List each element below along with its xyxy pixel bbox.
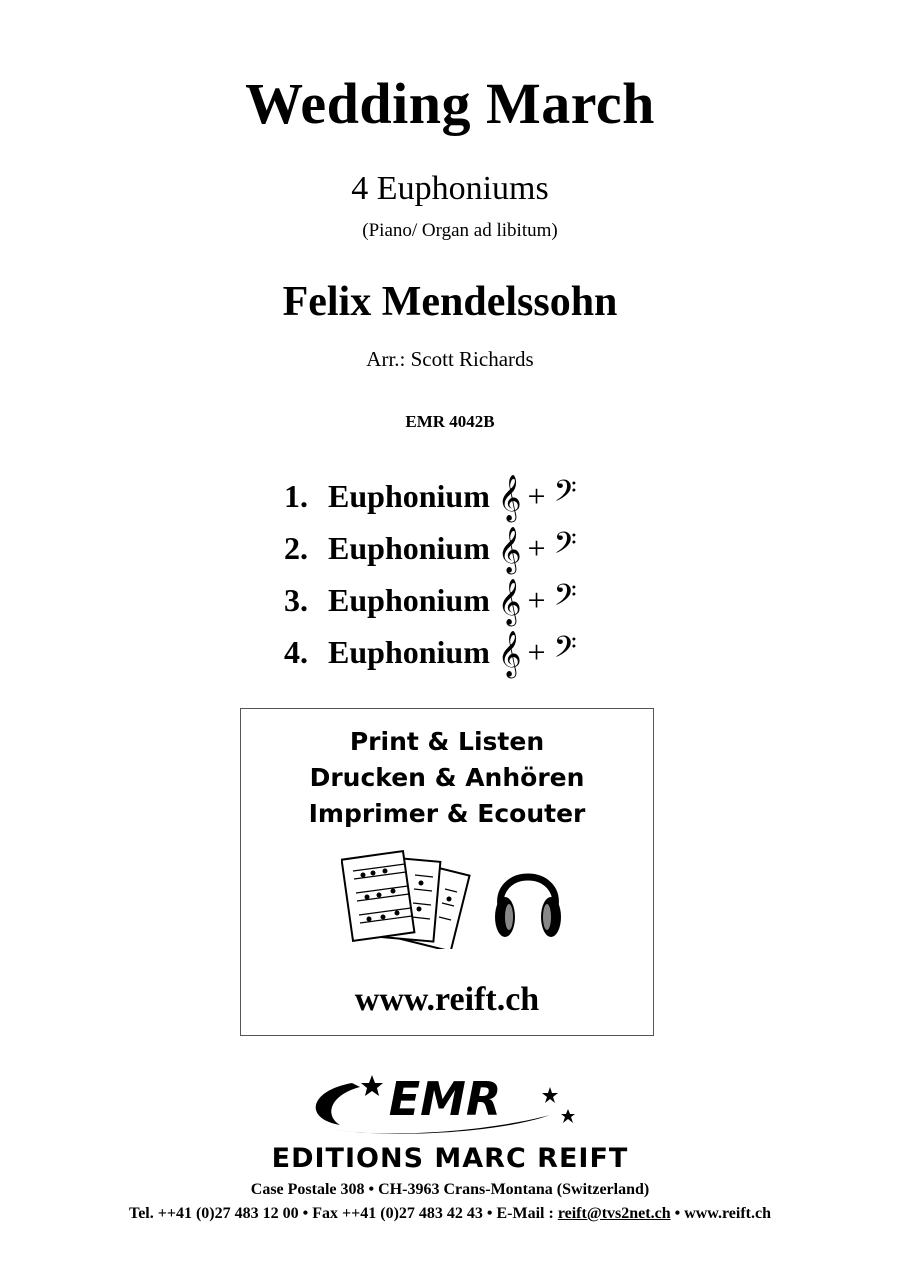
contact-email-link[interactable]: reift@tvs2net.ch	[557, 1205, 671, 1222]
plus-sign: +	[527, 477, 546, 514]
catalog-number: EMR 4042B	[405, 412, 495, 431]
part-number: 2.	[284, 529, 308, 566]
plus-sign: +	[527, 633, 546, 670]
part-name: Euphonium	[328, 633, 490, 670]
bass-clef-icon: 𝄢	[553, 579, 577, 620]
publisher-address: Case Postale 308 • CH-3963 Crans-Montana (Switzerland)	[250, 1181, 650, 1198]
contact-website: • www.reift.ch	[670, 1205, 771, 1222]
treble-clef-icon: 𝄞	[497, 527, 522, 573]
composer: Felix Mendelssohn	[282, 279, 618, 325]
publisher-name: EDITIONS MARC REIFT	[271, 1143, 629, 1174]
emr-logo-text: EMR	[388, 1073, 502, 1126]
part-item	[284, 522, 577, 574]
print-and-listen-box	[240, 708, 654, 1036]
part-number: 3.	[284, 581, 308, 618]
treble-clef-icon: 𝄞	[497, 579, 522, 625]
bass-clef-icon: 𝄢	[553, 475, 577, 516]
treble-clef-icon: 𝄞	[497, 631, 522, 677]
publisher-contact	[0, 1205, 900, 1223]
contact-phone-fax: Tel. ++41 (0)27 483 12 00 • Fax ++41 (0)27 483 42 43 • E-Mail :	[128, 1205, 558, 1222]
part-item	[284, 626, 577, 678]
promo-url[interactable]: www.reift.ch	[354, 981, 540, 1018]
bass-clef-icon: 𝄢	[553, 631, 577, 672]
promo-line-french: Imprimer & Ecouter	[308, 799, 586, 828]
part-item	[284, 470, 577, 522]
parts-list	[284, 470, 577, 678]
plus-sign: +	[527, 529, 546, 566]
headphones-icon	[491, 861, 565, 945]
ad-libitum-note: (Piano/ Organ ad libitum)	[362, 220, 558, 241]
plus-sign: +	[527, 581, 546, 618]
part-name: Euphonium	[328, 581, 490, 618]
promo-line-english: Print & Listen	[349, 727, 545, 756]
part-number: 1.	[284, 477, 308, 514]
arranger: Arr.: Scott Richards	[366, 347, 534, 371]
emr-logo	[300, 1073, 590, 1137]
bass-clef-icon: 𝄢	[553, 527, 577, 568]
part-name: Euphonium	[328, 477, 490, 514]
promo-line-german: Drucken & Anhören	[309, 763, 585, 792]
title: Wedding March	[245, 71, 655, 136]
part-name: Euphonium	[328, 529, 490, 566]
sheet-music-icon	[341, 849, 476, 949]
part-item	[284, 574, 577, 626]
instrumentation: 4 Euphoniums	[351, 170, 549, 207]
part-number: 4.	[284, 633, 308, 670]
treble-clef-icon: 𝄞	[497, 475, 522, 521]
